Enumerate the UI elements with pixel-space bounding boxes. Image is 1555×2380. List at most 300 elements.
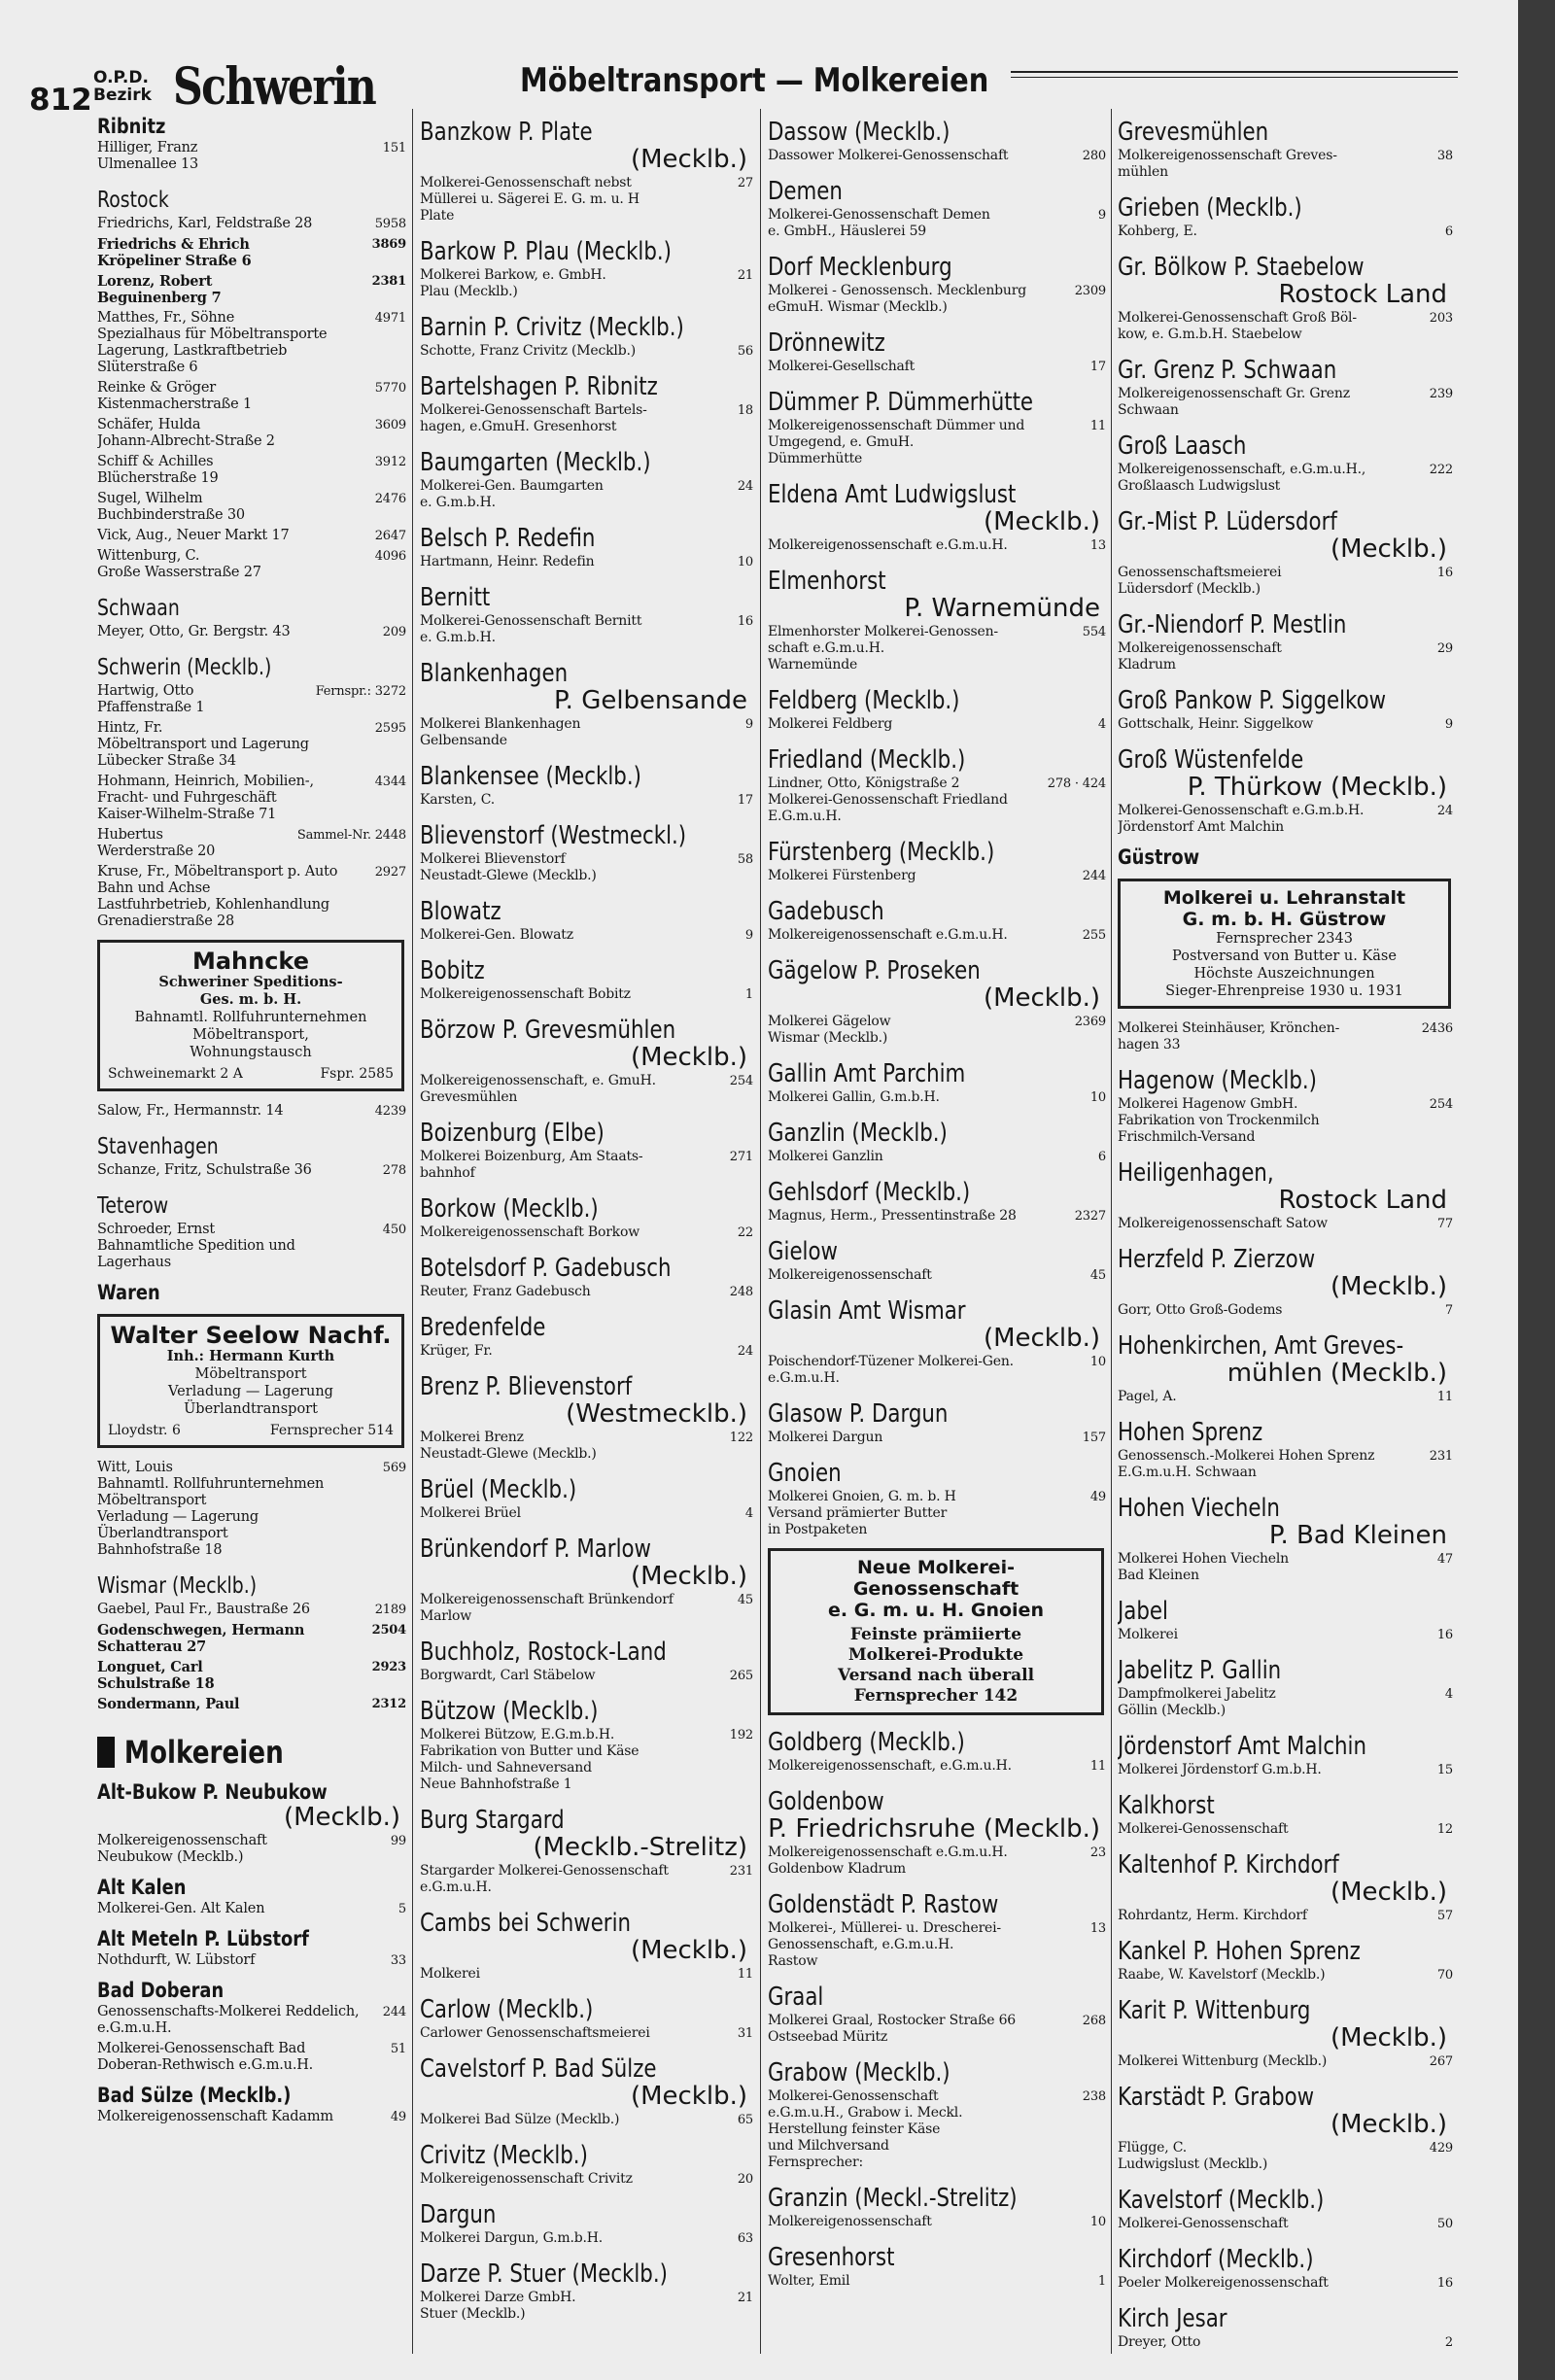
place-heading: Bredenfelde xyxy=(420,1313,546,1342)
bezirk-line2: Bezirk xyxy=(93,86,152,105)
listing xyxy=(768,2088,1106,2171)
listing-number: 2476 xyxy=(374,492,406,506)
bezirk-line1: O.P.D. xyxy=(93,68,149,87)
listing-number: 203 xyxy=(1429,311,1453,326)
listing-number: 254 xyxy=(1429,1097,1453,1112)
listing-number: 45 xyxy=(1089,1268,1106,1283)
listing-number: 244 xyxy=(382,2005,406,2019)
listing-text: Molkerei - Genossensch. Mecklenburg eGmuH. Wismar (Mecklb.) xyxy=(768,283,1026,315)
place-heading: Drönnewitz xyxy=(768,328,885,358)
place-heading: Darze P. Stuer (Mecklb.) xyxy=(420,2259,668,2289)
place-heading: Borkow (Mecklb.) xyxy=(420,1194,599,1224)
place-subheading: P. Thürkow (Mecklb.) xyxy=(1187,773,1447,802)
listing-text: Molkerei Gägelow Wismar (Mecklb.) xyxy=(768,1014,891,1046)
listing-number: 239 xyxy=(1429,387,1453,401)
listing-number: Sammel-Nr. 2448 xyxy=(296,828,406,843)
listing xyxy=(768,776,1106,825)
listing-text: Molkereigenossenschaft Gr. Grenz Schwaan xyxy=(1118,386,1350,418)
listing-number: 2923 xyxy=(371,1660,406,1674)
listing xyxy=(768,927,1106,944)
listing-number: 3912 xyxy=(374,455,406,469)
listing xyxy=(420,2290,753,2323)
place-heading: Goldberg (Mecklb.) xyxy=(768,1728,965,1757)
listing xyxy=(97,1460,406,1559)
listing-number: 7 xyxy=(1444,1303,1453,1318)
listing xyxy=(768,1845,1106,1878)
listing xyxy=(768,537,1106,554)
listing-text: Molkerei-Genossenschaft Demen e. GmbH., Häuslerei 59 xyxy=(768,207,990,239)
place-subheading: P. Gelbensande xyxy=(554,686,747,715)
listing xyxy=(97,528,406,544)
place-heading: Cavelstorf P. Bad Sülze xyxy=(420,2054,657,2084)
listing-text: Molkerei Wittenburg (Mecklb.) xyxy=(1118,2053,1328,2069)
listing-number: 2 xyxy=(1444,2335,1453,2350)
ad-phone: Fspr. 2585 xyxy=(320,1066,394,1082)
place-subheading: mühlen (Mecklb.) xyxy=(1227,1359,1447,1388)
listing-text: Molkerei-Genossenschaft Bernitt e. G.m.b.H. xyxy=(420,613,642,645)
square-bullet-icon xyxy=(97,1737,115,1768)
place-heading: Crivitz (Mecklb.) xyxy=(420,2141,588,2170)
listing xyxy=(420,1224,753,1241)
listing-text: Friedrichs, Karl, Feldstraße 28 xyxy=(97,216,313,231)
listing xyxy=(768,283,1106,316)
listing xyxy=(420,1966,753,1983)
place-heading: Demen xyxy=(768,177,843,206)
listing xyxy=(97,864,406,930)
listing xyxy=(768,1149,1106,1165)
listing-text: Meyer, Otto, Gr. Bergstr. 43 xyxy=(97,624,291,639)
listing xyxy=(97,2041,406,2074)
listing-text: Molkerei-, Müllerei- u. Drescherei- Genossenschaft, e.G.m.u.H. Rastow xyxy=(768,1920,1001,1969)
listing xyxy=(420,1668,753,1684)
place-heading: Kankel P. Hohen Sprenz xyxy=(1118,1937,1361,1966)
listing xyxy=(420,175,753,224)
listing-number: 569 xyxy=(382,1461,406,1475)
listing xyxy=(768,2214,1106,2230)
listing-text: Genossenschaftsmeierei Lüdersdorf (Mecklb.) xyxy=(1118,565,1282,597)
place-heading: Karstädt P. Grabow xyxy=(1118,2083,1315,2112)
listing xyxy=(1118,1967,1453,1983)
listing-number: 33 xyxy=(390,1953,406,1968)
listing xyxy=(97,273,406,306)
listing-text: Molkerei Feldberg xyxy=(768,716,893,732)
listing xyxy=(97,1696,406,1712)
place-subheading: (Mecklb.) xyxy=(1330,1878,1447,1907)
place-subheading: P. Bad Kleinen xyxy=(1268,1521,1447,1550)
listing xyxy=(768,2013,1106,2046)
listing-text: Friedrichs & Ehrich Kröpeliner Straße 6 xyxy=(97,236,252,269)
listing-number: 450 xyxy=(382,1223,406,1237)
listing-text: Schotte, Franz Crivitz (Mecklb.) xyxy=(420,343,636,359)
listing-text: Gottschalk, Heinr. Siggelkow xyxy=(1118,716,1314,732)
ad-footer xyxy=(108,1422,394,1439)
listing-text: Hintz, Fr. Möbeltransport und Lagerung Lübecker Straße 34 xyxy=(97,720,309,769)
place-heading: Gr.-Niendorf P. Mestlin xyxy=(1118,610,1347,639)
place-heading: Güstrow xyxy=(1118,845,1200,869)
listing-number: Fernspr.: 3272 xyxy=(315,684,406,699)
column-divider xyxy=(760,109,761,2354)
listing-text: Matthes, Fr., Söhne Spezialhaus für Möbeltransporte Lagerung, Lastkraftbetrieb Slüterstraße 6 xyxy=(97,310,328,375)
place-heading: Boizenburg (Elbe) xyxy=(420,1119,605,1148)
place-heading: Glasin Amt Wismar xyxy=(768,1296,966,1326)
listing-number: 45 xyxy=(737,1593,753,1607)
place-heading: Groß Wüstenfelde xyxy=(1118,745,1304,775)
place-heading: Börzow P. Grevesmühlen xyxy=(420,1016,676,1045)
listing-number: 4344 xyxy=(374,775,406,789)
listing xyxy=(768,624,1106,673)
place-heading: Alt Meteln P. Lübstorf xyxy=(97,1927,309,1950)
advertisement-box xyxy=(97,940,404,1091)
listing-number: 56 xyxy=(737,344,753,359)
listing-text: Molkerei Gnoien, G. m. b. H Versand prämierter Butter in Postpaketen xyxy=(768,1489,956,1537)
place-heading: Bad Sülze (Mecklb.) xyxy=(97,2084,292,2107)
listing-number: 11 xyxy=(1089,1759,1106,1774)
listing xyxy=(420,851,753,884)
listing-number: 271 xyxy=(729,1150,753,1164)
listing xyxy=(420,343,753,360)
listing xyxy=(768,868,1106,884)
place-subheading: (Mecklb.) xyxy=(1330,2023,1447,2052)
listing-text: Molkerei-Genossenschaft e.G.m.b.H. Jördenstorf Amt Malchin xyxy=(1118,803,1365,835)
listing xyxy=(420,716,753,749)
listing-text: Molkerei Brüel xyxy=(420,1505,521,1521)
listing-number: 192 xyxy=(729,1728,753,1742)
listing-text: Krüger, Fr. xyxy=(420,1343,493,1359)
ad-line: Feinste prämiierte Molkerei-Produkte xyxy=(847,1625,1024,1665)
listing-text: Kohberg, E. xyxy=(1118,224,1197,239)
place-heading: Rostock xyxy=(97,188,169,213)
listing-number: 2189 xyxy=(374,1603,406,1617)
listing xyxy=(97,1659,406,1692)
place-heading: Dümmer P. Dümmerhütte xyxy=(768,388,1034,417)
listing-text: Dampfmolkerei Jabelitz Göllin (Mecklb.) xyxy=(1118,1686,1276,1718)
listing-text: Molkereigenossenschaft, e.G.m.u.H. xyxy=(768,1758,1012,1774)
listing-number: 31 xyxy=(737,2026,753,2041)
listing-text: Lindner, Otto, Königstraße 2 Molkerei-Genossenschaft Friedland E.G.m.u.H. xyxy=(768,776,1008,824)
listing xyxy=(420,478,753,511)
listing-number: 24 xyxy=(737,479,753,494)
listing-text: Molkerei-Genossenschaft xyxy=(1118,1821,1289,1837)
listing-text: Hartmann, Heinr. Redefin xyxy=(420,554,595,569)
listing xyxy=(768,1758,1106,1775)
section-title: Möbeltransport — Molkereien xyxy=(520,61,989,100)
listing-number: 47 xyxy=(1436,1552,1453,1567)
place-heading: Gallin Amt Parchim xyxy=(768,1059,966,1088)
listing-number: 4 xyxy=(1444,1687,1453,1702)
place-heading: Kirch Jesar xyxy=(1118,2304,1227,2333)
listing-number: 51 xyxy=(390,2042,406,2056)
place-heading: Glasow P. Dargun xyxy=(768,1399,949,1429)
place-heading: Banzkow P. Plate xyxy=(420,118,593,147)
listing-text: Molkereigenossenschaft Neubukow (Mecklb.) xyxy=(97,1833,267,1865)
listing-number: 49 xyxy=(1089,1490,1106,1504)
listing-text: Molkerei Hagenow GmbH. Fabrikation von Trockenmilch Frischmilch-Versand xyxy=(1118,1096,1320,1145)
listing xyxy=(97,1222,406,1271)
listing-number: 4 xyxy=(744,1506,753,1521)
listing xyxy=(420,1284,753,1300)
listing-text: Gaebel, Paul Fr., Baustraße 26 xyxy=(97,1602,310,1617)
listing-number: 22 xyxy=(737,1225,753,1240)
listing-number: 244 xyxy=(1082,869,1106,883)
place-subheading: (Mecklb.) xyxy=(630,1043,747,1072)
listing-text: Elmenhorster Molkerei-Genossen- schaft e.G.m.u.H. Warnemünde xyxy=(768,624,998,673)
place-heading: Bad Doberan xyxy=(97,1979,225,2002)
place-heading: Grabow (Mecklb.) xyxy=(768,2058,950,2087)
listing-text: Rohrdantz, Herm. Kirchdorf xyxy=(1118,1908,1307,1923)
ad-address: Schweinemarkt 2 A xyxy=(108,1066,243,1082)
place-heading: Herzfeld P. Zierzow xyxy=(1118,1245,1316,1274)
listing xyxy=(97,1103,406,1120)
listing-number: 554 xyxy=(1082,625,1106,639)
column-divider xyxy=(412,109,413,2354)
listing xyxy=(1118,2334,1453,2351)
place-heading: Burg Stargard xyxy=(420,1806,565,1835)
place-heading: Heiligenhagen, xyxy=(1118,1158,1274,1188)
place-heading: Graal xyxy=(768,1983,824,2012)
place-heading: Gielow xyxy=(768,1237,838,1266)
ad-phone: Fernsprecher 514 xyxy=(269,1423,394,1438)
listing-text: Hartwig, Otto Pfaffenstraße 1 xyxy=(97,683,205,715)
listing-text: Molkerei Hohen Viecheln Bad Kleinen xyxy=(1118,1551,1289,1583)
listing-text: Witt, Louis Bahnamtl. Rollfuhrunternehmen Möbeltransport Verladung — Lagerung Überlandtransport Bahnhofstraße 18 xyxy=(97,1460,325,1558)
place-subheading: (Mecklb.) xyxy=(630,145,747,174)
listing xyxy=(768,2273,1106,2290)
listing xyxy=(768,1208,1106,1224)
listing xyxy=(97,140,406,173)
listing xyxy=(768,207,1106,240)
advertisement-box xyxy=(97,1314,404,1448)
listing-text: Karsten, C. xyxy=(420,792,495,808)
listing xyxy=(420,1727,753,1793)
listing-text: Hubertus Werderstraße 20 xyxy=(97,827,216,859)
listing-text: Molkereigenossenschaft Bobitz xyxy=(420,986,631,1002)
listing-number: 248 xyxy=(729,1285,753,1299)
listing-number: 9 xyxy=(1444,717,1453,732)
column-3 xyxy=(768,105,1106,2364)
listing-number: 157 xyxy=(1082,1431,1106,1445)
listing-number: 1 xyxy=(744,987,753,1002)
listing xyxy=(1118,310,1453,343)
listing-text: Longuet, Carl Schulstraße 18 xyxy=(97,1659,215,1692)
listing-number: 21 xyxy=(737,2291,753,2305)
listing xyxy=(97,236,406,269)
place-heading: Gr. Grenz P. Schwaan xyxy=(1118,356,1337,385)
place-heading: Belsch P. Redefin xyxy=(420,524,596,553)
listing xyxy=(420,2230,753,2247)
place-heading: Baumgarten (Mecklb.) xyxy=(420,448,651,477)
listing xyxy=(1118,386,1453,419)
place-subheading: Rostock Land xyxy=(1278,280,1447,309)
listing xyxy=(420,402,753,435)
listing-text: Molkereigenossenschaft, e. GmuH. Grevesmühlen xyxy=(420,1073,656,1105)
listing-text: Molkereigenossenschaft e.G.m.u.H. xyxy=(768,927,1008,943)
listing xyxy=(1118,462,1453,495)
listing-number: 70 xyxy=(1436,1968,1453,1983)
listing xyxy=(1118,1908,1453,1924)
listing-number: 17 xyxy=(1089,360,1106,374)
listing-number: 63 xyxy=(737,2231,753,2246)
listing-number: 3609 xyxy=(374,418,406,432)
listing-number: 10 xyxy=(1089,2215,1106,2229)
place-heading: Goldenstädt P. Rastow xyxy=(768,1890,999,1919)
place-heading: Waren xyxy=(97,1281,160,1304)
listing-text: Molkerei Blankenhagen Gelbensande xyxy=(420,716,581,748)
page-number: 812 xyxy=(29,83,92,118)
place-heading: Fürstenberg (Mecklb.) xyxy=(768,838,995,867)
listing xyxy=(1118,565,1453,598)
place-heading: Ribnitz xyxy=(97,115,166,138)
place-heading: Gresenhorst xyxy=(768,2243,895,2272)
place-heading: Brünkendorf P. Marlow xyxy=(420,1535,651,1564)
listing xyxy=(1118,1389,1453,1405)
ad-line: Postversand von Butter u. Käse Höchste Auszeichnungen Sieger-Ehrenpreise 1930 u. 1931 xyxy=(1165,949,1403,999)
listing-number: 15 xyxy=(1436,1763,1453,1777)
listing xyxy=(768,1920,1106,1970)
listing-text: Schiff & Achilles Blücherstraße 19 xyxy=(97,454,219,486)
listing-text: Molkerei Dargun xyxy=(768,1430,883,1445)
listing-number: 49 xyxy=(390,2110,406,2124)
ad-line: Fernsprecher 2343 xyxy=(1216,931,1353,947)
listing-number: 16 xyxy=(737,614,753,629)
listing-text: Molkerei Gallin, G.m.b.H. xyxy=(768,1089,940,1105)
ad-line: Fernsprecher 142 xyxy=(853,1686,1019,1706)
listing-number: 209 xyxy=(382,625,406,639)
listing xyxy=(1118,1551,1453,1584)
place-subheading: (Mecklb.-Strelitz) xyxy=(533,1833,747,1862)
listing-number: 16 xyxy=(1436,566,1453,580)
place-heading: Blowatz xyxy=(420,897,501,926)
listing-number: 13 xyxy=(1089,538,1106,553)
listing-number: 267 xyxy=(1429,2054,1453,2069)
listing-number: 278 xyxy=(382,1163,406,1178)
listing-text: Molkereigenossenschaft Kadamm xyxy=(97,2109,333,2124)
ad-title: Molkerei u. Lehranstalt G. m. b. H. Güstrow xyxy=(1162,887,1406,930)
listing xyxy=(1118,716,1453,733)
listing xyxy=(1118,2275,1453,2292)
listing-number: 9 xyxy=(744,928,753,943)
listing-number: 11 xyxy=(737,1967,753,1982)
place-heading: Hohenkirchen, Amt Greves- xyxy=(1118,1331,1404,1361)
ad-line: Möbeltransport Verladung — Lagerung Überlandtransport xyxy=(168,1366,333,1417)
place-heading: Barkow P. Plau (Mecklb.) xyxy=(420,237,672,266)
listing xyxy=(1118,224,1453,240)
listing xyxy=(420,792,753,809)
listing-number: 265 xyxy=(729,1669,753,1683)
listing-number: 429 xyxy=(1429,2141,1453,2156)
listing-text: Poischendorf-Tüzener Molkerei-Gen. e.G.m.u.H. xyxy=(768,1354,1014,1386)
place-heading: Ganzlin (Mecklb.) xyxy=(768,1119,948,1148)
listing-number: 2504 xyxy=(371,1623,406,1638)
listing-number: 4096 xyxy=(374,549,406,564)
place-heading: Brenz P. Blievenstorf xyxy=(420,1372,633,1401)
listing-text: Vick, Aug., Neuer Markt 17 xyxy=(97,528,290,543)
listing-number: 65 xyxy=(737,2113,753,2127)
listing-text: Hohmann, Heinrich, Mobilien-, Fracht- und Fuhrgeschäft Kaiser-Wilhelm-Straße 71 xyxy=(97,774,314,822)
place-heading: Kirchdorf (Mecklb.) xyxy=(1118,2245,1314,2274)
listing-number: 17 xyxy=(737,793,753,808)
listing xyxy=(420,2025,753,2042)
listing-number: 16 xyxy=(1436,2276,1453,2291)
place-heading: Bartelshagen P. Ribnitz xyxy=(420,372,658,401)
listing-text: Molkerei xyxy=(420,1966,480,1982)
listing-text: Stargarder Molkerei-Genossenschaft e.G.m.u.H. xyxy=(420,1863,669,1895)
place-heading: Blievenstorf (Westmeckl.) xyxy=(420,821,687,850)
listing-text: Molkerei-Gen. Baumgarten e. G.m.b.H. xyxy=(420,478,604,510)
ad-footer xyxy=(108,1065,394,1083)
listing-number: 38 xyxy=(1436,149,1453,163)
listing-number: 21 xyxy=(737,268,753,283)
listing-number: 11 xyxy=(1436,1390,1453,1404)
listing xyxy=(97,1602,406,1618)
listing-number: 24 xyxy=(737,1344,753,1359)
listing-text: Molkerei Blievenstorf Neustadt-Glewe (Mecklb.) xyxy=(420,851,597,883)
listing-text: Molkerei Boizenburg, Am Staats- bahnhof xyxy=(420,1149,643,1181)
listing xyxy=(768,1089,1106,1106)
listing xyxy=(97,380,406,413)
listing-text: Molkereigenossenschaft Crivitz xyxy=(420,2171,633,2187)
listing xyxy=(420,2171,753,2188)
place-heading: Jabelitz P. Gallin xyxy=(1118,1656,1282,1685)
place-subheading: (Mecklb.) xyxy=(1330,1272,1447,1301)
place-subheading: (Mecklb.) xyxy=(1330,535,1447,564)
listing-number: 2369 xyxy=(1074,1015,1106,1029)
listing-number: 50 xyxy=(1436,2217,1453,2231)
listing xyxy=(1118,1686,1453,1719)
listing-number: 122 xyxy=(729,1431,753,1445)
header-rule xyxy=(1011,71,1458,73)
listing-text: Borgwardt, Carl Stäbelow xyxy=(420,1668,596,1683)
listing-number: 268 xyxy=(1082,2014,1106,2028)
place-heading: Cambs bei Schwerin xyxy=(420,1909,632,1938)
listing-text: Wittenburg, C. Große Wasserstraße 27 xyxy=(97,548,261,580)
listing-text: Molkereigenossenschaft Greves- mühlen xyxy=(1118,148,1337,180)
place-subheading: (Mecklb.) xyxy=(630,1562,747,1591)
place-heading: Elmenhorst xyxy=(768,567,886,596)
place-subheading: (Mecklb.) xyxy=(1330,2110,1447,2139)
listing-text: Sugel, Wilhelm Buchbinderstraße 30 xyxy=(97,491,245,523)
listing xyxy=(97,1622,406,1655)
listing-text: Molkerei Jördenstorf G.m.b.H. xyxy=(1118,1762,1322,1777)
listing-number: 2927 xyxy=(374,865,406,880)
listing-number: 2436 xyxy=(1421,1021,1453,1036)
listing xyxy=(420,1863,753,1896)
listing-number: 24 xyxy=(1436,804,1453,818)
listing xyxy=(768,1014,1106,1047)
place-heading: Gnoien xyxy=(768,1459,842,1488)
city-title: Schwerin xyxy=(173,57,376,117)
place-heading: Buchholz, Rostock-Land xyxy=(420,1638,667,1667)
listing-number: 58 xyxy=(737,852,753,867)
listing xyxy=(1118,1020,1453,1053)
place-heading: Bernitt xyxy=(420,583,491,612)
place-heading: Blankensee (Mecklb.) xyxy=(420,762,641,791)
place-heading: Schwerin (Mecklb.) xyxy=(97,655,272,680)
place-heading: Teterow xyxy=(97,1193,169,1219)
listing-number: 9 xyxy=(744,717,753,732)
listing xyxy=(97,548,406,581)
column-1 xyxy=(97,105,406,2364)
listing xyxy=(768,1489,1106,1538)
advertisement-box xyxy=(1118,879,1451,1009)
listing xyxy=(1118,2140,1453,2173)
listing-number: 2327 xyxy=(1074,1209,1106,1224)
listing xyxy=(97,720,406,770)
listing-text: Schroeder, Ernst Bahnamtliche Spedition und Lagerhaus xyxy=(97,1222,295,1270)
listing xyxy=(768,1430,1106,1446)
listing-number: 5958 xyxy=(374,217,406,231)
place-heading: Groß Laasch xyxy=(1118,431,1247,461)
listing-number: 278 · 424 xyxy=(1047,776,1106,791)
